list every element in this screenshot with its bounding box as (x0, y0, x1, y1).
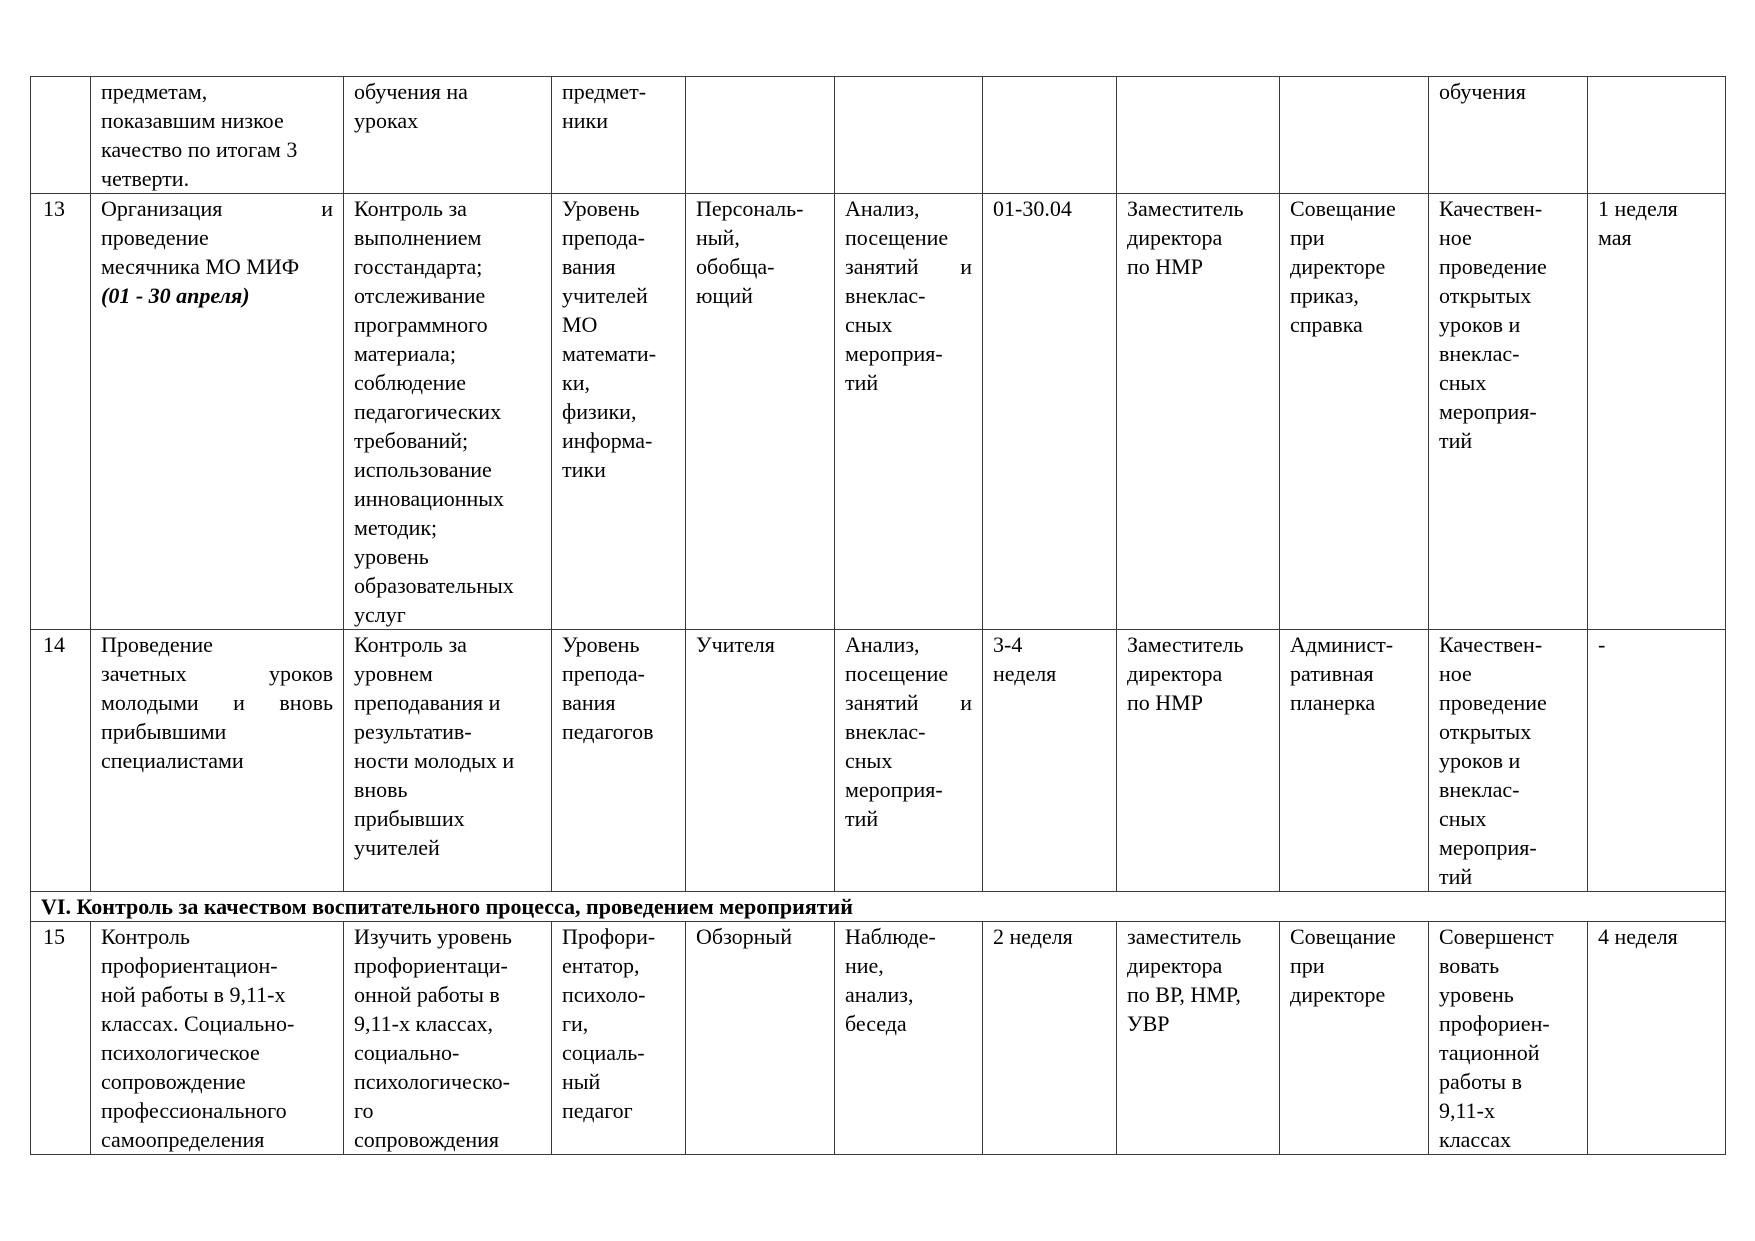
cell-type (686, 194, 835, 630)
cell-line: Совещание (1290, 196, 1396, 221)
cell-review (1280, 922, 1429, 1155)
cell-line: уроков и (1439, 748, 1521, 773)
cell-line: анализ, (845, 982, 914, 1007)
cell-responsible (1117, 194, 1280, 630)
cell-line: социаль- (562, 1040, 645, 1065)
cell-type (686, 630, 835, 892)
cell-line: вания (562, 254, 616, 279)
section-title: VI. Контроль за качеством воспитательного процесса, проведением мероприятий (31, 892, 1726, 922)
cell-line: Совершенст (1439, 924, 1554, 949)
cell-object (552, 194, 686, 630)
cell-line: Персональ- (696, 196, 804, 221)
cell-line: Анализ, (845, 632, 920, 657)
cell-line: Профори- (562, 924, 656, 949)
cell-line: услуг (354, 602, 406, 627)
cell-followup (1588, 194, 1726, 630)
cell-line: директоре (1290, 254, 1386, 279)
cell-dates (983, 194, 1117, 630)
cell-line: - (1598, 632, 1606, 657)
cell-line: сных (1439, 806, 1487, 831)
cell-line: 3-4 (993, 632, 1023, 657)
control-plan-table (30, 76, 1726, 1155)
cell-responsible (1117, 922, 1280, 1155)
cell-line: посещение (845, 661, 949, 686)
cell-line: неделя (993, 661, 1057, 686)
cell-line: методик; (354, 515, 438, 540)
cell-line: ное (1439, 661, 1472, 686)
cell-line: внеклас- (1439, 341, 1520, 366)
cell-line: госстандарта; (354, 254, 483, 279)
cell-purpose (344, 194, 552, 630)
cell-line: директора (1127, 953, 1223, 978)
cell-line: Анализ, (845, 196, 920, 221)
cell-line: при (1290, 225, 1325, 250)
cell-line: препода- (562, 661, 645, 686)
cell-line: сопровождение (101, 1069, 246, 1094)
cell-line: классах (1439, 1127, 1511, 1152)
cell-line: внеклас- (1439, 777, 1520, 802)
cell-line: ный, (696, 225, 740, 250)
cell-line: психологическое (101, 1040, 260, 1065)
cell-line: препода- (562, 225, 645, 250)
cell-line: беседа (845, 1011, 907, 1036)
cell-line: внеклас- (845, 283, 926, 308)
cell-line: 9,11-х (1439, 1098, 1496, 1123)
cell-line: ности молодых и (354, 748, 515, 773)
cell-line: Качествен- (1439, 196, 1543, 221)
cell-line: вовать (1439, 953, 1500, 978)
cell-line: соблюдение (354, 370, 466, 395)
cell-line: профессионального (101, 1098, 287, 1123)
cell-result (1429, 630, 1588, 892)
cell-line: прибывших (354, 806, 465, 831)
table-row (31, 194, 1726, 630)
cell-line: уровень (354, 544, 429, 569)
cell-line: ентатор, (562, 953, 640, 978)
cell-line: ющий (696, 283, 753, 308)
cell-line: зачетных уроков (101, 661, 333, 686)
cell-line: отслеживание (354, 283, 486, 308)
cell-review (1280, 194, 1429, 630)
cell-line: физики, (562, 399, 637, 424)
cell-line: Учителя (696, 632, 775, 657)
cell-line: сных (845, 312, 893, 337)
cell-line: проведение (1439, 254, 1547, 279)
cell-dates (983, 630, 1117, 892)
row-number: 14 (31, 630, 91, 892)
cell-line: требований; (354, 428, 469, 453)
cell-followup (1588, 630, 1726, 892)
cell-line: Изучить уровень (354, 924, 512, 949)
cell-result (1429, 194, 1588, 630)
cell-line: использование (354, 457, 492, 482)
cell-line: Наблюде- (845, 924, 936, 949)
cell-review (1280, 77, 1429, 194)
cell-line: директоре (1290, 982, 1386, 1007)
cell-result (1429, 922, 1588, 1155)
table-body (31, 77, 1726, 1155)
cell-line: заместитель (1127, 924, 1242, 949)
cell-type (686, 922, 835, 1155)
cell-line: работы в (1439, 1069, 1522, 1094)
cell-line: сных (1439, 370, 1487, 395)
cell-line: выполнением (354, 225, 482, 250)
cell-line: педагогических (354, 399, 502, 424)
cell-line: мероприя- (845, 777, 943, 802)
cell-event (91, 77, 344, 194)
cell-line: образовательных (354, 573, 514, 598)
cell-line: качество по итогам 3 (101, 137, 298, 162)
cell-line: самоопределения (101, 1127, 265, 1152)
table-row (31, 630, 1726, 892)
cell-line: справка (1290, 312, 1363, 337)
cell-line: мероприя- (845, 341, 943, 366)
cell-line: педагогов (562, 719, 654, 744)
cell-result (1429, 77, 1588, 194)
cell-line: 9,11-х классах, (354, 1011, 494, 1036)
table-row (31, 77, 1726, 194)
cell-line: обучения на (354, 79, 468, 104)
cell-line: педагог (562, 1098, 633, 1123)
cell-line: ники (562, 108, 609, 133)
row-number: 13 (31, 194, 91, 630)
cell-line: ративная (1290, 661, 1374, 686)
cell-line: тий (845, 806, 879, 831)
cell-line: мероприя- (1439, 835, 1537, 860)
cell-line: четверти. (101, 166, 190, 191)
cell-line: результатив- (354, 719, 472, 744)
cell-line: тики (562, 457, 606, 482)
cell-line: уроков и (1439, 312, 1521, 337)
cell-line: месячника МО МИФ (101, 254, 300, 279)
cell-line: классах. Социально- (101, 1011, 295, 1036)
cell-line: проведение (101, 225, 209, 250)
cell-method (835, 77, 983, 194)
cell-line: специалистами (101, 748, 244, 773)
cell-line: социально- (354, 1040, 460, 1065)
cell-line: показавшим низкое (101, 108, 284, 133)
cell-purpose (344, 922, 552, 1155)
cell-line: Уровень (562, 632, 640, 657)
cell-object (552, 77, 686, 194)
cell-line: Админист- (1290, 632, 1394, 657)
cell-method (835, 922, 983, 1155)
cell-line: Обзорный (696, 924, 792, 949)
cell-line: предмет- (562, 79, 647, 104)
cell-line: профориен- (1439, 1011, 1550, 1036)
cell-purpose (344, 77, 552, 194)
cell-line: приказ, (1290, 283, 1359, 308)
cell-line: учителей (354, 835, 440, 860)
cell-line: открытых (1439, 283, 1532, 308)
section-header-row (31, 892, 1726, 922)
cell-line: прибывшими (101, 719, 227, 744)
cell-line: УВР (1127, 1011, 1170, 1036)
cell-line: 1 неделя (1598, 196, 1678, 221)
cell-line: внеклас- (845, 719, 926, 744)
cell-line: (01 - 30 апреля) (101, 283, 250, 308)
cell-line: планерка (1290, 690, 1376, 715)
cell-object (552, 922, 686, 1155)
cell-line: психоло- (562, 982, 646, 1007)
cell-line: 2 неделя (993, 924, 1073, 949)
cell-line: открытых (1439, 719, 1532, 744)
cell-line: проведение (1439, 690, 1547, 715)
cell-line: предметам, (101, 79, 208, 104)
cell-line: 01-30.04 (993, 196, 1072, 221)
cell-line: вания (562, 690, 616, 715)
cell-line: уровнем (354, 661, 433, 686)
cell-event (91, 922, 344, 1155)
cell-line: профориентацион- (101, 953, 278, 978)
cell-line: Контроль за (354, 632, 467, 657)
cell-dates (983, 922, 1117, 1155)
cell-line: тий (1439, 428, 1473, 453)
cell-line: ки, (562, 370, 590, 395)
cell-line: уровень (1439, 982, 1514, 1007)
cell-object (552, 630, 686, 892)
cell-line: психологическо- (354, 1069, 510, 1094)
cell-line: ной работы в 9,11-х (101, 982, 286, 1007)
cell-line: занятий и (845, 690, 972, 715)
cell-line: Контроль за (354, 196, 467, 221)
cell-line: сных (845, 748, 893, 773)
cell-line: ги, (562, 1011, 589, 1036)
cell-followup (1588, 77, 1726, 194)
cell-line: по НМР (1127, 254, 1203, 279)
cell-line: Совещание (1290, 924, 1396, 949)
cell-responsible (1117, 630, 1280, 892)
row-number (31, 77, 91, 194)
cell-method (835, 194, 983, 630)
cell-line: Заместитель (1127, 196, 1244, 221)
cell-line: молодыми и вновь (101, 690, 333, 715)
cell-dates (983, 77, 1117, 194)
cell-line: материала; (354, 341, 456, 366)
cell-line: тий (1439, 864, 1473, 889)
cell-line: мая (1598, 225, 1632, 250)
cell-line: МО (562, 312, 598, 337)
cell-line: Качествен- (1439, 632, 1543, 657)
cell-line: Проведение (101, 632, 213, 657)
cell-line: обобща- (696, 254, 775, 279)
cell-line: Уровень (562, 196, 640, 221)
cell-line: профориентаци- (354, 953, 508, 978)
cell-purpose (344, 630, 552, 892)
cell-line: инновационных (354, 486, 505, 511)
cell-line: ное (1439, 225, 1472, 250)
cell-line: вновь (354, 777, 408, 802)
cell-line: 4 неделя (1598, 924, 1678, 949)
cell-line: директора (1127, 225, 1223, 250)
cell-line: математи- (562, 341, 657, 366)
cell-review (1280, 630, 1429, 892)
cell-line: го (354, 1098, 374, 1123)
cell-line: посещение (845, 225, 949, 250)
cell-line: Заместитель (1127, 632, 1244, 657)
cell-line: учителей (562, 283, 648, 308)
table-row (31, 922, 1726, 1155)
cell-followup (1588, 922, 1726, 1155)
cell-line: сопровождения (354, 1127, 500, 1152)
cell-line: обучения (1439, 79, 1526, 104)
cell-line: Контроль (101, 924, 190, 949)
cell-line: занятий и (845, 254, 972, 279)
cell-event (91, 630, 344, 892)
cell-type (686, 77, 835, 194)
cell-line: ние, (845, 953, 884, 978)
cell-line: онной работы в (354, 982, 500, 1007)
cell-line: ный (562, 1069, 601, 1094)
cell-line: по НМР (1127, 690, 1203, 715)
cell-line: тий (845, 370, 879, 395)
cell-line: уроках (354, 108, 419, 133)
cell-line: программного (354, 312, 488, 337)
cell-line: директора (1127, 661, 1223, 686)
cell-line: при (1290, 953, 1325, 978)
cell-line: тационной (1439, 1040, 1540, 1065)
cell-responsible (1117, 77, 1280, 194)
cell-line: информа- (562, 428, 653, 453)
row-number: 15 (31, 922, 91, 1155)
cell-event (91, 194, 344, 630)
cell-line: Организация и (101, 196, 333, 221)
cell-line: мероприя- (1439, 399, 1537, 424)
cell-line: по ВР, НМР, (1127, 982, 1241, 1007)
cell-method (835, 630, 983, 892)
cell-line: преподавания и (354, 690, 501, 715)
